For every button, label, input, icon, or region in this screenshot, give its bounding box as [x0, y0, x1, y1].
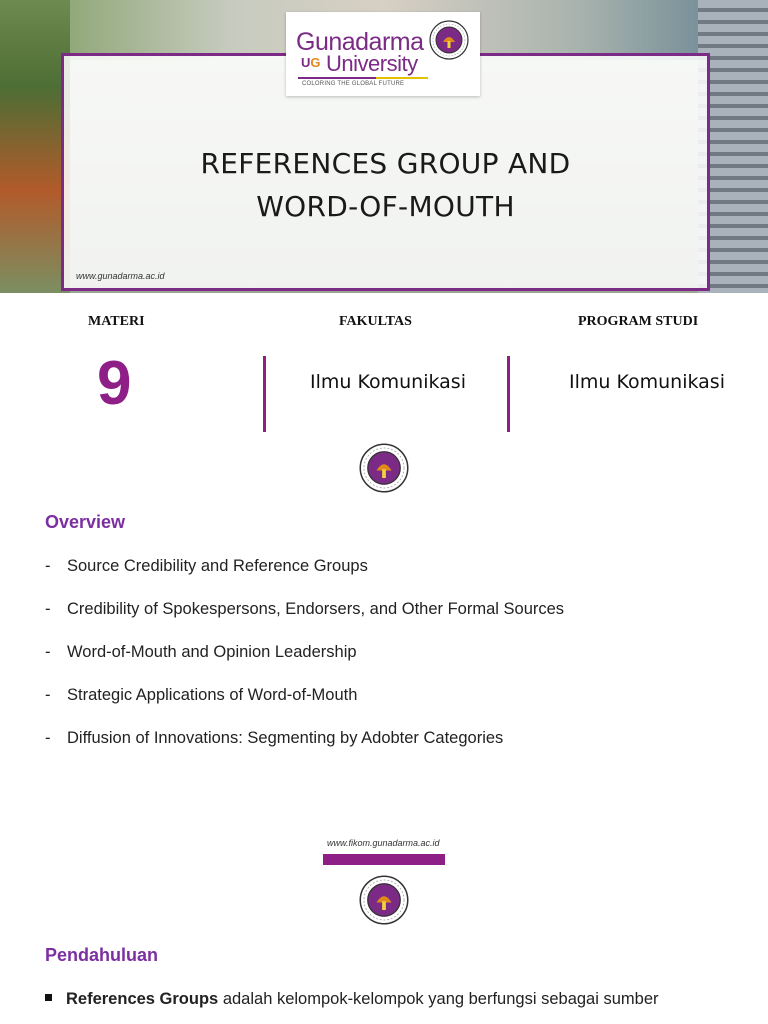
program-studi-value: Ilmu Komunikasi	[569, 371, 725, 393]
fakultas-value: Ilmu Komunikasi	[310, 371, 466, 393]
divider-left	[263, 356, 266, 432]
pendahuluan-heading: Pendahuluan	[45, 945, 159, 965]
slide-title-line1: REFERENCES GROUP AND	[200, 147, 571, 180]
materi-label: MATERI	[88, 314, 145, 329]
logo-brand-bottom: University	[326, 51, 418, 76]
footer-bar	[323, 854, 445, 865]
materi-number: 9	[97, 349, 132, 418]
gunadarma-seal-icon	[359, 875, 409, 925]
gunadarma-seal-icon	[359, 443, 409, 493]
list-dash: -	[45, 600, 51, 618]
list-dash: -	[45, 729, 51, 747]
list-item-text: Diffusion of Innovations: Segmenting by Adobter Categories	[67, 729, 504, 747]
pendahuluan-bold-term: References Groups	[66, 990, 219, 1008]
cover-banner	[0, 0, 768, 293]
list-item	[45, 729, 745, 772]
logo-ug-g: G	[310, 55, 321, 70]
slide-title-line2: WORD-OF-MOUTH	[256, 190, 515, 223]
logo-tagline: COLORING THE GLOBAL FUTURE	[302, 81, 405, 87]
list-item	[45, 557, 745, 600]
list-item-text: Credibility of Spokespersons, Endorsers, and Other Formal Sources	[67, 600, 565, 618]
university-logo	[286, 12, 480, 96]
logo-brand-top: Gunadarma	[296, 28, 424, 56]
logo-ug-u: U	[301, 55, 311, 70]
slide-title	[61, 142, 710, 228]
square-bullet-icon	[45, 994, 52, 1001]
pendahuluan-text: adalah kelompok-kelompok yang berfungsi sebagai sumber	[218, 990, 659, 1008]
list-dash: -	[45, 643, 51, 661]
pendahuluan-paragraph	[45, 990, 735, 1009]
footer-website: www.fikom.gunadarma.ac.id	[327, 838, 440, 848]
logo-underline	[298, 77, 428, 79]
cover-website: www.gunadarma.ac.id	[76, 271, 165, 281]
list-dash: -	[45, 557, 51, 575]
fakultas-label: FAKULTAS	[339, 314, 412, 329]
list-item-text: Strategic Applications of Word-of-Mouth	[67, 686, 358, 704]
list-item	[45, 643, 745, 686]
campus-photo-left	[0, 0, 70, 293]
divider-right	[507, 356, 510, 432]
list-dash: -	[45, 686, 51, 704]
list-item	[45, 600, 745, 643]
logo-ug-mark	[301, 55, 321, 70]
overview-heading: Overview	[45, 512, 126, 532]
list-item-text: Word-of-Mouth and Opinion Leadership	[67, 643, 357, 661]
list-item	[45, 686, 745, 729]
overview-list	[45, 557, 745, 772]
list-item-text: Source Credibility and Reference Groups	[67, 557, 368, 575]
gunadarma-seal-icon	[429, 20, 469, 60]
program-studi-label: PROGRAM STUDI	[578, 314, 699, 329]
